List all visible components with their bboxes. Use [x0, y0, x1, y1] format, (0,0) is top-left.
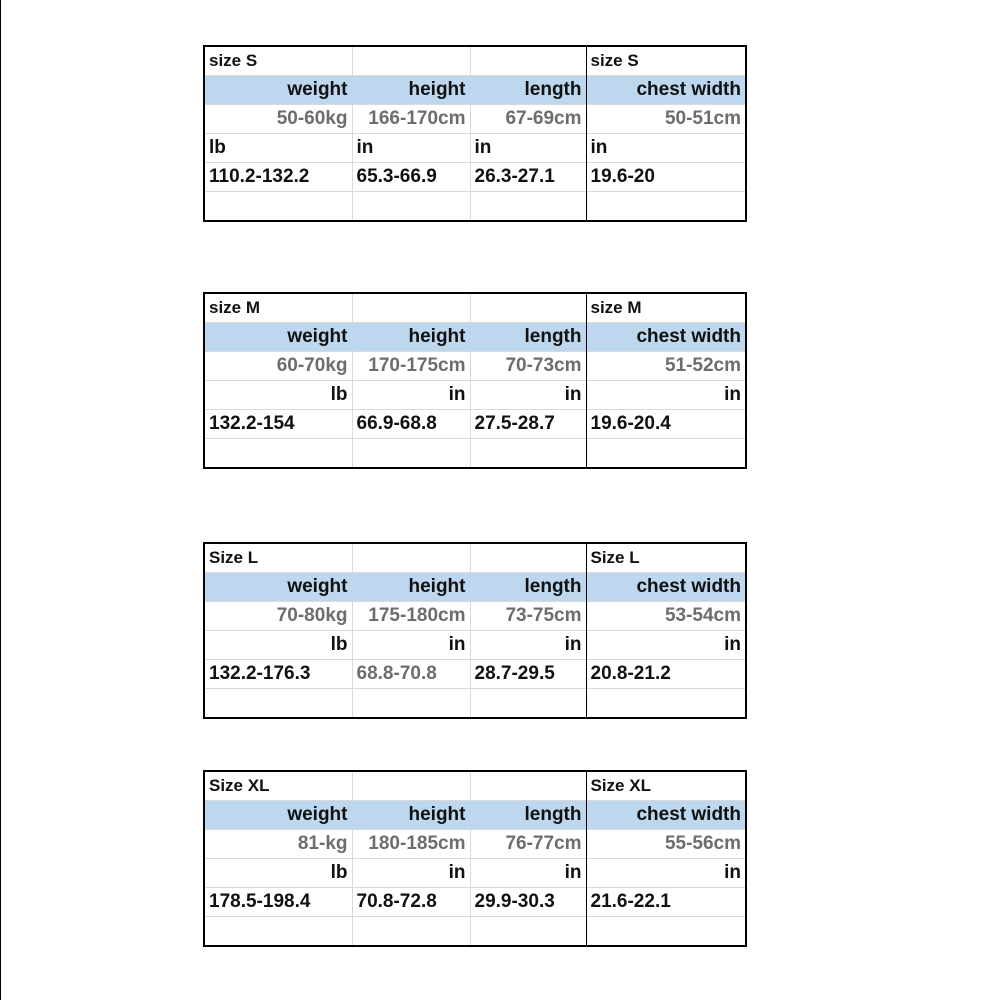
metric-row	[204, 105, 746, 134]
header-weight: weight	[204, 573, 352, 602]
unit-chest-width: in	[586, 134, 746, 163]
empty-cell	[204, 192, 352, 221]
header-height: height	[352, 323, 470, 352]
imperial-chest-width: 21.6-22.1	[586, 888, 746, 917]
unit-weight: lb	[204, 134, 352, 163]
metric-chest-width: 55-56cm	[586, 830, 746, 859]
header-chest-width: chest width	[586, 323, 746, 352]
empty-cell	[470, 771, 586, 801]
empty-row	[204, 192, 746, 221]
metric-weight: 81-kg	[204, 830, 352, 859]
unit-chest-width: in	[586, 859, 746, 888]
metric-chest-width: 50-51cm	[586, 105, 746, 134]
size-table-m	[203, 292, 747, 469]
unit-length: in	[470, 859, 586, 888]
imperial-row	[204, 660, 746, 689]
empty-cell	[586, 439, 746, 468]
unit-height: in	[352, 381, 470, 410]
unit-chest-width: in	[586, 631, 746, 660]
empty-cell	[470, 46, 586, 76]
header-height: height	[352, 573, 470, 602]
unit-length: in	[470, 134, 586, 163]
unit-weight: lb	[204, 631, 352, 660]
imperial-height: 68.8-70.8	[352, 660, 470, 689]
unit-height: in	[352, 859, 470, 888]
table-header-row	[204, 76, 746, 105]
metric-chest-width: 51-52cm	[586, 352, 746, 381]
unit-chest-width: in	[586, 381, 746, 410]
metric-row	[204, 830, 746, 859]
size-title-left: size M	[204, 293, 352, 323]
metric-height: 166-170cm	[352, 105, 470, 134]
header-weight: weight	[204, 76, 352, 105]
unit-row	[204, 134, 746, 163]
empty-cell	[352, 439, 470, 468]
header-length: length	[470, 323, 586, 352]
size-title-left: size S	[204, 46, 352, 76]
imperial-height: 66.9-68.8	[352, 410, 470, 439]
empty-cell	[470, 917, 586, 946]
metric-length: 67-69cm	[470, 105, 586, 134]
header-height: height	[352, 801, 470, 830]
metric-length: 73-75cm	[470, 602, 586, 631]
empty-cell	[204, 439, 352, 468]
header-chest-width: chest width	[586, 801, 746, 830]
table-title-row	[204, 46, 746, 76]
unit-weight: lb	[204, 859, 352, 888]
metric-length: 70-73cm	[470, 352, 586, 381]
empty-row	[204, 439, 746, 468]
size-title-left: Size XL	[204, 771, 352, 801]
table-header-row	[204, 323, 746, 352]
empty-cell	[470, 689, 586, 718]
empty-cell	[470, 293, 586, 323]
empty-cell	[352, 689, 470, 718]
size-table-xl	[203, 770, 747, 947]
left-border-line	[0, 0, 1, 1000]
empty-cell	[470, 543, 586, 573]
unit-row	[204, 859, 746, 888]
table-header-row	[204, 573, 746, 602]
unit-length: in	[470, 381, 586, 410]
empty-cell	[352, 293, 470, 323]
imperial-length: 26.3-27.1	[470, 163, 586, 192]
metric-weight: 60-70kg	[204, 352, 352, 381]
table-header-row	[204, 801, 746, 830]
empty-cell	[470, 439, 586, 468]
metric-height: 170-175cm	[352, 352, 470, 381]
metric-height: 175-180cm	[352, 602, 470, 631]
table-title-row	[204, 293, 746, 323]
size-title-right: Size L	[586, 543, 746, 573]
size-title-right: size S	[586, 46, 746, 76]
unit-height: in	[352, 134, 470, 163]
empty-cell	[586, 917, 746, 946]
imperial-weight: 178.5-198.4	[204, 888, 352, 917]
header-length: length	[470, 573, 586, 602]
empty-cell	[352, 46, 470, 76]
imperial-chest-width: 19.6-20	[586, 163, 746, 192]
unit-row	[204, 381, 746, 410]
table-title-row	[204, 543, 746, 573]
metric-length: 76-77cm	[470, 830, 586, 859]
empty-cell	[204, 689, 352, 718]
header-chest-width: chest width	[586, 573, 746, 602]
empty-cell	[586, 192, 746, 221]
imperial-height: 65.3-66.9	[352, 163, 470, 192]
size-title-left: Size L	[204, 543, 352, 573]
empty-cell	[352, 543, 470, 573]
metric-height: 180-185cm	[352, 830, 470, 859]
imperial-row	[204, 163, 746, 192]
imperial-length: 29.9-30.3	[470, 888, 586, 917]
imperial-row	[204, 410, 746, 439]
empty-row	[204, 917, 746, 946]
metric-row	[204, 602, 746, 631]
header-chest-width: chest width	[586, 76, 746, 105]
header-weight: weight	[204, 323, 352, 352]
imperial-length: 27.5-28.7	[470, 410, 586, 439]
imperial-chest-width: 20.8-21.2	[586, 660, 746, 689]
imperial-weight: 110.2-132.2	[204, 163, 352, 192]
empty-cell	[204, 917, 352, 946]
table-title-row	[204, 771, 746, 801]
header-length: length	[470, 76, 586, 105]
imperial-row	[204, 888, 746, 917]
empty-cell	[352, 192, 470, 221]
metric-weight: 70-80kg	[204, 602, 352, 631]
metric-chest-width: 53-54cm	[586, 602, 746, 631]
size-table-s	[203, 45, 747, 222]
imperial-length: 28.7-29.5	[470, 660, 586, 689]
empty-cell	[470, 192, 586, 221]
empty-row	[204, 689, 746, 718]
empty-cell	[352, 771, 470, 801]
unit-length: in	[470, 631, 586, 660]
metric-weight: 50-60kg	[204, 105, 352, 134]
header-height: height	[352, 76, 470, 105]
imperial-weight: 132.2-176.3	[204, 660, 352, 689]
imperial-chest-width: 19.6-20.4	[586, 410, 746, 439]
size-title-right: Size XL	[586, 771, 746, 801]
empty-cell	[586, 689, 746, 718]
imperial-height: 70.8-72.8	[352, 888, 470, 917]
metric-row	[204, 352, 746, 381]
unit-height: in	[352, 631, 470, 660]
unit-row	[204, 631, 746, 660]
imperial-weight: 132.2-154	[204, 410, 352, 439]
unit-weight: lb	[204, 381, 352, 410]
header-length: length	[470, 801, 586, 830]
size-table-l	[203, 542, 747, 719]
size-title-right: size M	[586, 293, 746, 323]
header-weight: weight	[204, 801, 352, 830]
empty-cell	[352, 917, 470, 946]
